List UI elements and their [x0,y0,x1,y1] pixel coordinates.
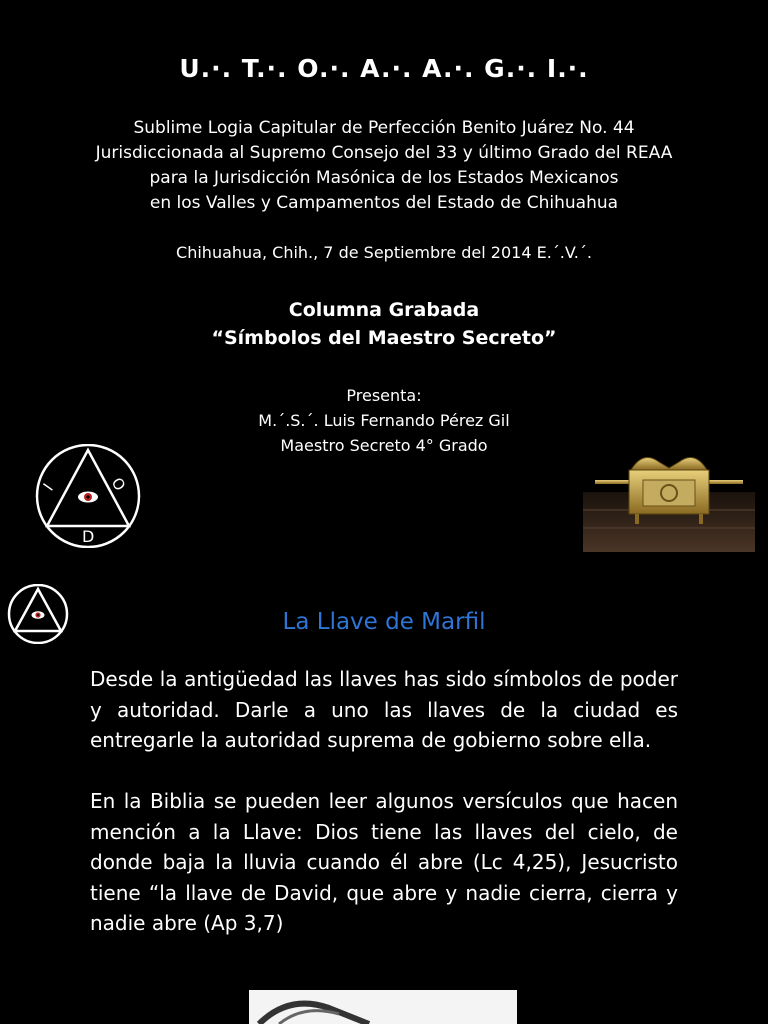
presenter-degree: Maestro Secreto 4° Grado [280,436,488,455]
document-date: Chihuahua, Chih., 7 de Septiembre del 2014 E.´.V.´. [176,243,592,262]
page-title: U.·. T.·. O.·. A.·. A.·. G.·. I.·. [179,54,589,83]
emblem-letter-right: O [107,474,130,495]
presenter-label: Presenta: [346,386,422,405]
intro-line: para la Jurisdicción Masónica de los Estados Mexicanos [149,168,619,188]
lodge-intro [0,116,768,216]
column-label: Columna Grabada [288,299,480,321]
intro-line: Jurisdiccionada al Supremo Consejo del 33 y último Grado del REAA [95,143,673,163]
key-image [249,990,517,1024]
paragraph: En la Biblia se pueden leer algunos versículos que hacen mención a la Llave: Dios tiene las llaves del cielo, de donde baja la lluvia cuando él abre (Lc 4,25), Jesucristo tiene “la llave de David, que abre y nadie cierra, cierra y nadie abre (Ap 3,7) [90,789,678,935]
emblem-letter-left: I [39,480,57,495]
column-title [0,296,768,352]
emblem-letter-bottom: D [82,527,95,546]
presenter-name: M.´.S.´. Luis Fernando Pérez Gil [258,411,510,430]
section-title: La Llave de Marfil [282,609,486,635]
paragraph: Desde la antigüedad las llaves has sido símbolos de poder y autoridad. Darle a uno las llaves de la ciudad es entregarle la autoridad suprema de gobierno sobre ella. [90,667,678,752]
ark-of-covenant-image [583,440,755,552]
intro-line: Sublime Logia Capitular de Perfección Benito Juárez No. 44 [133,118,635,138]
triangle-eye-circle-icon [33,444,143,548]
key-image-drawing [249,990,517,1024]
column-subtitle: “Símbolos del Maestro Secreto” [211,327,557,349]
intro-line: en los Valles y Campamentos del Estado de Chihuahua [149,193,619,213]
